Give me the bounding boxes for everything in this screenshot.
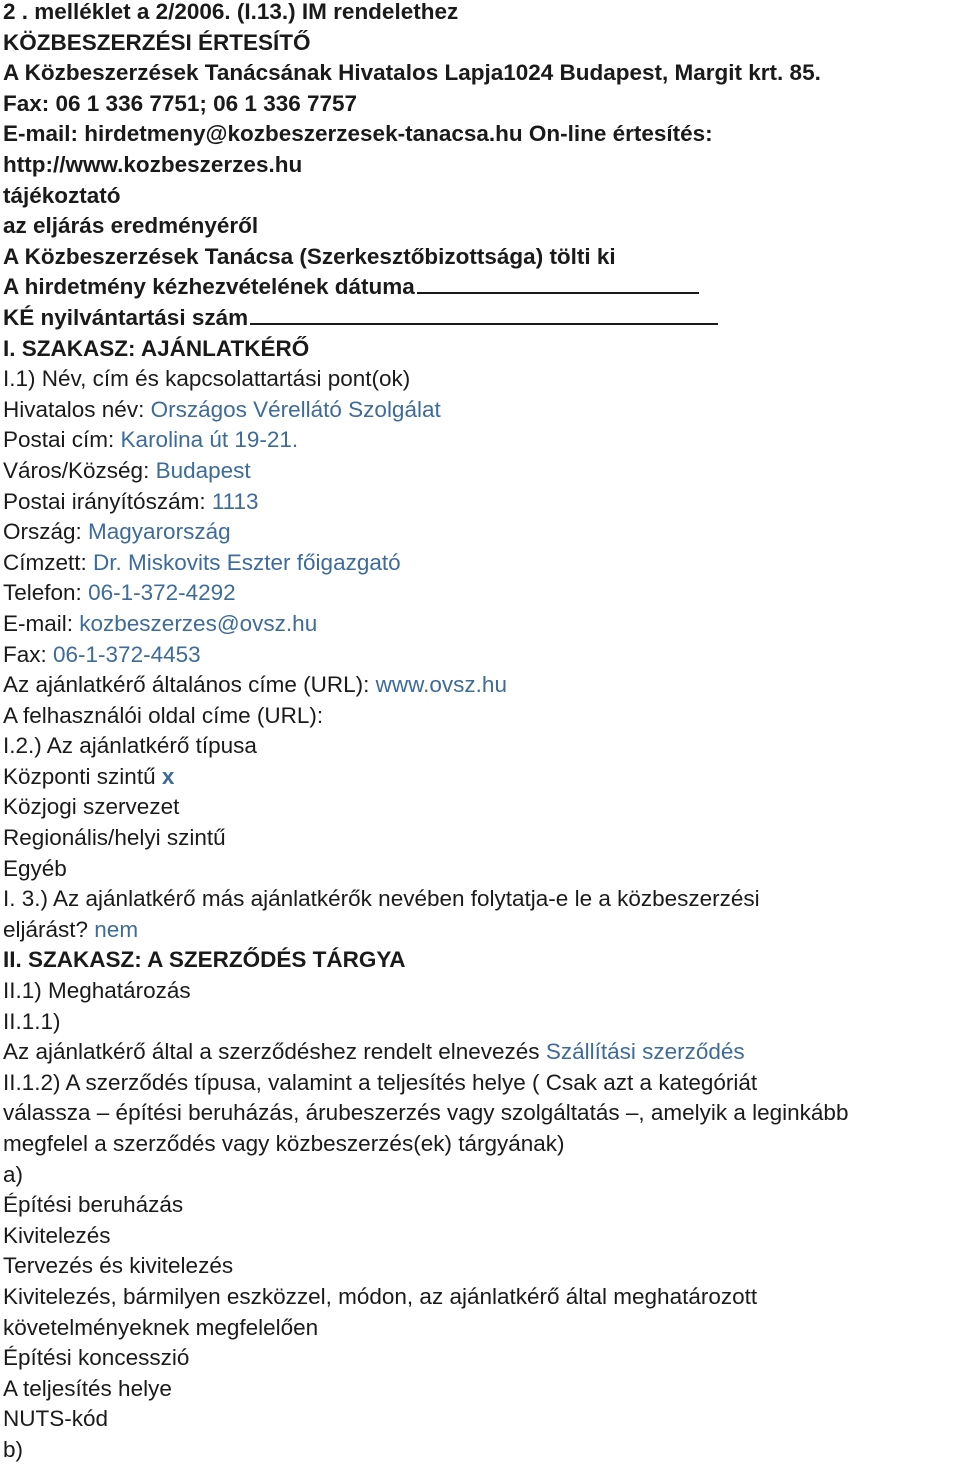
answer-value: nem: [94, 917, 139, 942]
type-central: [3, 761, 174, 792]
field-label: Címzett:: [3, 550, 94, 575]
field-postal-address: [3, 424, 298, 455]
receipt-date-blank: [417, 272, 699, 294]
ke-number-row: [3, 302, 718, 333]
place-of-performance-label: A teljesítés helye: [3, 1376, 172, 1401]
field-value: 06-1-372-4292: [88, 580, 236, 605]
journal-title: KÖZBESZERZÉSI ÉRTESÍTŐ: [3, 30, 311, 55]
section1-sub2-title: I.2.) Az ajánlatkérő típusa: [3, 733, 257, 758]
field-value: Karolina út 19-21.: [120, 427, 299, 452]
option-a-label: a): [3, 1162, 24, 1187]
filled-by-line: A Közbeszerzések Tanácsa (Szerkesztőbizottsága) tölti ki: [3, 244, 616, 269]
website-line: http://www.kozbeszerzes.hu: [3, 152, 303, 177]
field-value: Budapest: [155, 458, 251, 483]
field-fax: [3, 639, 201, 670]
field-city: [3, 455, 251, 486]
receipt-date-label: A hirdetmény kézhezvételének dátuma: [3, 274, 415, 299]
contract-name-value: Szállítási szerződés: [545, 1039, 745, 1064]
field-value: kozbeszerzes@ovsz.hu: [79, 611, 318, 636]
email-online-line: E-mail: hirdetmeny@kozbeszerzesek-tanacsa.hu On-line értesítés:: [3, 121, 713, 146]
field-value: Országos Vérellátó Szolgálat: [150, 397, 441, 422]
annex-reference: 2 . melléklet a 2/2006. (I.13.) IM rendelethez: [3, 0, 459, 24]
receipt-date-row: [3, 271, 699, 302]
option-works-any-2: követelményeknek megfelelően: [3, 1315, 319, 1340]
field-postal-code: [3, 486, 259, 517]
field-value: Dr. Miskovits Eszter főigazgató: [93, 550, 401, 575]
field-official-name: [3, 394, 441, 425]
type-regional: Regionális/helyi szintű: [3, 825, 226, 850]
contract-type-text-3: megfelel a szerződés vagy közbeszerzés(ek) tárgyának): [3, 1131, 565, 1156]
type-public-body: Közjogi szervezet: [3, 794, 180, 819]
option-works: Építési beruházás: [3, 1192, 184, 1217]
field-phone: [3, 577, 236, 608]
contract-name-label: Az ajánlatkérő által a szerződéshez rendelt elnevezés: [3, 1039, 546, 1064]
field-value: www.ovsz.hu: [375, 672, 507, 697]
ke-number-label: KÉ nyilvántartási szám: [3, 305, 249, 330]
section2-title: II. SZAKASZ: A SZERZŐDÉS TÁRGYA: [3, 947, 406, 972]
option-works-design: Tervezés és kivitelezés: [3, 1253, 234, 1278]
field-country: [3, 516, 231, 547]
ke-number-blank: [250, 303, 718, 325]
field-addressee: [3, 547, 401, 578]
nuts-code-label: NUTS-kód: [3, 1406, 109, 1431]
field-value: 1113: [211, 489, 259, 514]
contract-type-text-1: II.1.2) A szerződés típusa, valamint a teljesítés helye ( Csak azt a kategóriát: [3, 1070, 758, 1095]
field-value: 06-1-372-4453: [53, 642, 201, 667]
section1-sub3-question: I. 3.) Az ajánlatkérő más ajánlatkérők nevében folytatja-e le a közbeszerzési: [3, 886, 760, 911]
field-label: Hivatalos név:: [3, 397, 151, 422]
field-label: Város/Község:: [3, 458, 156, 483]
option-works-concession: Építési koncesszió: [3, 1345, 190, 1370]
field-label: E-mail:: [3, 611, 80, 636]
section2-sub11-title: II.1.1): [3, 1009, 61, 1034]
type-other: Egyéb: [3, 856, 67, 881]
contract-type-text-2: válassza – építési beruházás, árubeszerzés vagy szolgáltatás –, amelyik a leginkább: [3, 1100, 849, 1125]
section1-sub3-answer-row: [3, 914, 138, 945]
field-general-url: [3, 669, 507, 700]
field-label: Postai cím:: [3, 427, 121, 452]
option-b-label: b): [3, 1437, 24, 1462]
field-value: Magyarország: [88, 519, 231, 544]
section1-sub1-title: I.1) Név, cím és kapcsolattartási pont(ok): [3, 366, 411, 391]
type-central-label: Központi szintű: [3, 764, 156, 789]
field-user-page-url: A felhasználói oldal címe (URL):: [3, 703, 324, 728]
doc-type: tájékoztató: [3, 183, 121, 208]
field-label: Az ajánlatkérő általános címe (URL):: [3, 672, 376, 697]
publisher-line: A Közbeszerzések Tanácsának Hivatalos Lapja1024 Budapest, Margit krt. 85.: [3, 60, 821, 85]
contract-name-row: [3, 1036, 745, 1067]
section1-title: I. SZAKASZ: AJÁNLATKÉRŐ: [3, 336, 310, 361]
option-works-any-1: Kivitelezés, bármilyen eszközzel, módon, az ajánlatkérő által meghatározott: [3, 1284, 758, 1309]
section2-sub1-title: II.1) Meghatározás: [3, 978, 191, 1003]
field-label: Postai irányítószám:: [3, 489, 212, 514]
field-email: [3, 608, 317, 639]
fax-line: Fax: 06 1 336 7751; 06 1 336 7757: [3, 91, 358, 116]
question-continuation: eljárást?: [3, 917, 95, 942]
field-label: Telefon:: [3, 580, 89, 605]
selected-mark: x: [161, 764, 175, 789]
option-works-execution: Kivitelezés: [3, 1223, 111, 1248]
doc-subject: az eljárás eredményéről: [3, 213, 259, 238]
field-label: Fax:: [3, 642, 54, 667]
field-label: Ország:: [3, 519, 89, 544]
